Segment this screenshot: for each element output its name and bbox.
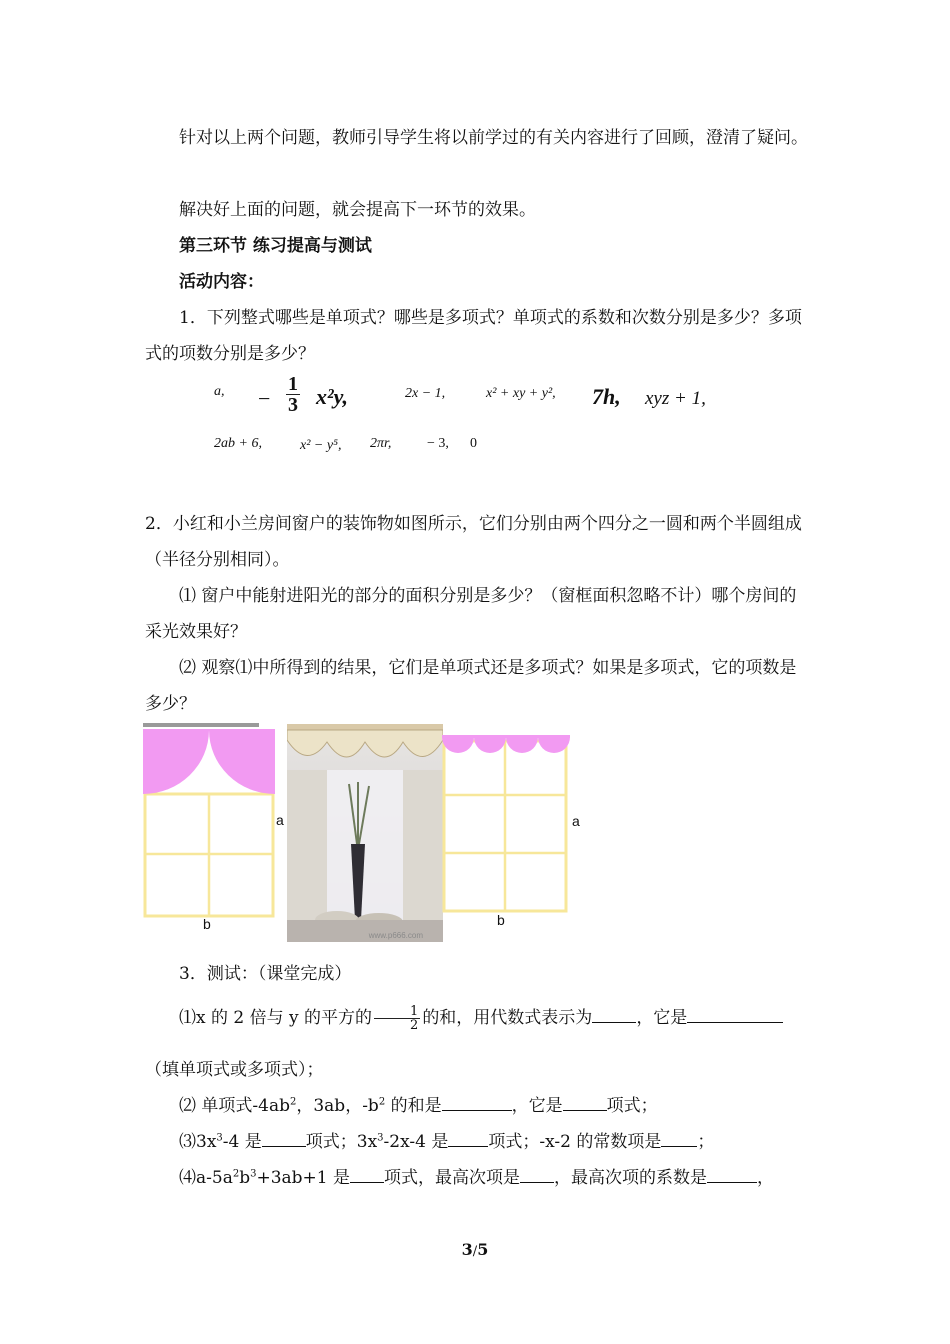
paragraph-effect: 解决好上面的问题，就会提高下一环节的效果。 xyxy=(179,200,536,220)
page-number: 3/5 xyxy=(461,1240,489,1259)
dimension-label-a-left: a xyxy=(276,812,284,828)
test-item-2: ⑵ 单项式$-4ab^2$，3ab，$-b^2$ 的和是 ，它是 项式； xyxy=(145,1088,810,1124)
answer-blank[interactable] xyxy=(592,1004,636,1023)
question-2: 2．小红和小兰房间窗户的装饰物如图所示，它们分别由两个四分之一圆和两个半圆组成（半径分别相同）。 xyxy=(145,514,802,570)
photo-watermark: www.p666.com xyxy=(368,931,423,940)
paragraph-review: 针对以上两个问题，教师引导学生将以前学过的有关内容进行了回顾，澄清了疑问。 xyxy=(179,128,808,148)
answer-blank[interactable] xyxy=(350,1164,384,1183)
quarter-circle-drape-left xyxy=(143,730,209,794)
answer-blank[interactable] xyxy=(563,1092,607,1111)
answer-blank[interactable] xyxy=(442,1092,512,1111)
answer-blank[interactable] xyxy=(262,1128,306,1147)
question-1: 1．下列整式哪些是单项式？哪些是多项式？单项式的系数和次数分别是多少？多项式的项数分别是多少？ xyxy=(145,308,802,364)
test-item-1: ⑴x 的 2 倍与 y 的平方的 $\frac{1}{2}$ 的和，用代数式表示为 ，它是 xyxy=(145,1000,810,1036)
answer-blank[interactable] xyxy=(448,1128,488,1147)
expression-row-2: 2ab + 6, x² − y⁵, 2πr, − 3, 0 xyxy=(214,436,477,453)
dimension-label-b-left: b xyxy=(203,916,211,932)
window-quarter-circles-figure xyxy=(140,722,278,922)
answer-blank[interactable] xyxy=(661,1128,697,1147)
fraction-one-half: $\frac{1}{2}$ xyxy=(374,1005,420,1032)
dimension-label-b-right: b xyxy=(497,912,505,928)
answer-blank[interactable] xyxy=(687,1004,783,1023)
window-semicircles-figure xyxy=(442,735,570,917)
question-2-part-2: ⑵ 观察⑴中所得到的结果，它们是单项式还是多项式？如果是多项式，它的项数是多少？ xyxy=(145,658,797,714)
curtain-rod xyxy=(143,723,259,727)
test-item-1-note: （填单项式或多项式）； xyxy=(145,1060,324,1080)
answer-blank[interactable] xyxy=(520,1164,554,1183)
answer-blank[interactable] xyxy=(707,1164,757,1183)
dimension-label-a-right: a xyxy=(572,813,580,829)
section-heading: 第三环节 练习提高与测试 xyxy=(179,236,372,256)
quarter-circle-drape-right xyxy=(209,730,275,794)
test-item-4: $⑷a-5a^2b^3+3ab+1$ 是 项式，最高次项是 ，最高次项的系数是 ， xyxy=(145,1160,810,1196)
activity-heading: 活动内容： xyxy=(179,272,264,292)
expression-row-1: a, − $\frac{1}{3}$ x²y, 2x − 1, x² + xy + y², 7h, xyz + 1, xyxy=(214,373,706,416)
curtain-photo xyxy=(287,724,443,942)
fraction-one-third: $\frac{1}{3}$ xyxy=(288,373,298,416)
test-item-3: $⑶3x^3-4$ 是 项式；$3x^3-2x-4$ 是 项式；-x-2 的常数项是 ； xyxy=(145,1124,810,1160)
question-3: 3．测试：（课堂完成） xyxy=(179,964,352,984)
question-2-part-1: ⑴ 窗户中能射进阳光的部分的面积分别是多少？（窗框面积忽略不计）哪个房间的采光效果好？ xyxy=(145,586,797,642)
